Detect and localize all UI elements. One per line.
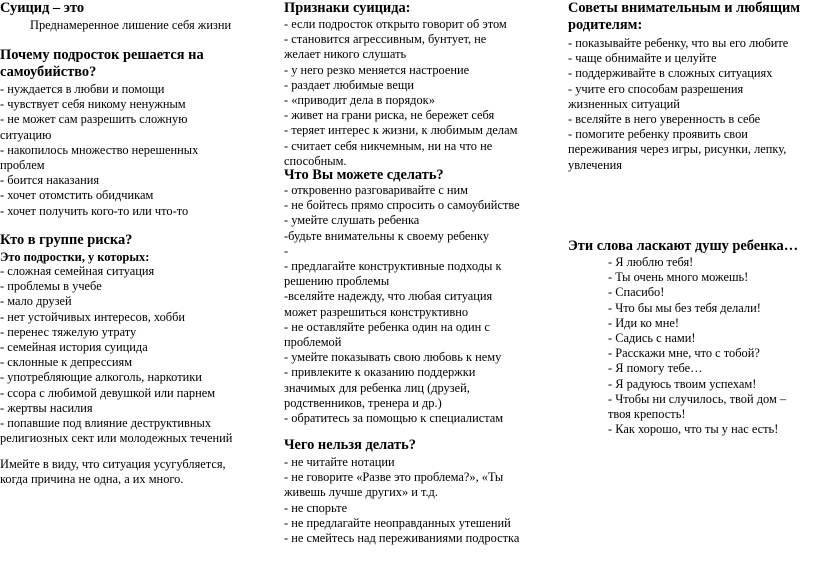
list-item: - попавшие под влияние деструктивных: [0, 416, 212, 431]
list-item: - не оставляйте ребенка один на один с: [284, 319, 490, 334]
list-item: способным.: [284, 153, 347, 168]
list-item: - ссора с любимой девушкой или парнем: [0, 385, 216, 400]
list-item: - обратитесь за помощью к специалистам: [284, 411, 504, 426]
list-item: - употребляющие алкоголь, наркотики: [0, 370, 202, 385]
list-item: - мало друзей: [0, 294, 72, 309]
list-item: - не спорьте: [284, 500, 348, 515]
list-item: - хочет отомстить обидчикам: [0, 188, 154, 203]
list-item: ситуацию: [0, 127, 52, 142]
list-item: - считает себя никчемным, ни на что не: [284, 138, 493, 153]
list-item: - теряет интерес к жизни, к любимым делам: [284, 123, 518, 138]
list-item: - сложная семейная ситуация: [0, 264, 155, 278]
list-item: - Спасибо!: [608, 285, 665, 300]
list-item: - жертвы насилия: [0, 400, 93, 415]
risk-list: [0, 264, 232, 446]
list-item: - Я помогу тебе…: [608, 361, 703, 376]
list-item: - умейте слушать ребенка: [284, 213, 420, 228]
list-item: увлечения: [568, 157, 622, 172]
list-item: желает никого слушать: [284, 47, 407, 62]
list-item: - склонные к депрессиям: [0, 355, 133, 370]
list-item: - Как хорошо, что ты у нас есть!: [608, 422, 779, 437]
list-item: проблемой: [284, 335, 342, 350]
list-item: - раздает любимые вещи: [284, 77, 414, 92]
list-item: - семейная история суицида: [0, 340, 148, 355]
list-item: твоя крепость!: [608, 407, 686, 422]
list-item: - предлагайте конструктивные подходы к: [284, 259, 502, 274]
list-item: - откровенно разговаривайте с ним: [284, 183, 469, 197]
list-item: - чаще обнимайте и целуйте: [568, 51, 717, 66]
list-item: - нуждается в любви и помощи: [0, 82, 165, 96]
list-item: - перенес тяжелую утрату: [0, 324, 137, 339]
list-item: жизненных ситуаций: [568, 96, 680, 111]
list-item: может разрешиться конструктивно: [284, 304, 469, 319]
list-item: - не предлагайте неоправданных утешений: [284, 515, 511, 530]
tips-list: [568, 36, 788, 173]
list-item: -вселяйте надежду, что любая ситуация: [284, 289, 493, 304]
dont-heading: Чего нельзя делать?: [284, 437, 416, 453]
list-item: - накопилось множество нерешенных: [0, 142, 199, 157]
list-item: - Чтобы ни случилось, твой дом –: [608, 391, 787, 406]
list-item: - показывайте ребенку, что вы его любите: [568, 36, 789, 50]
dont-list: [284, 455, 519, 546]
list-item: - живет на грани риска, не бережет себя: [284, 108, 495, 123]
suicide-title: Суицид – это: [0, 0, 85, 16]
list-item: - Я люблю тебя!: [608, 255, 694, 269]
list-item: - нет устойчивых интересов, хобби: [0, 309, 186, 324]
list-item: живешь лучше других» и т.д.: [284, 485, 438, 500]
list-item: - проблемы в учебе: [0, 279, 102, 294]
list-item: - вселяйте в него уверенность в себе: [568, 112, 761, 127]
do-list: [284, 183, 520, 426]
list-item: - если подросток открыто говорит об этом: [284, 17, 507, 31]
list-item: - чувствует себя никому ненужным: [0, 97, 186, 112]
list-item: - умейте показывать свою любовь к нему: [284, 350, 502, 365]
risk-heading: Кто в группе риска?: [0, 232, 133, 248]
list-item: переживания через игры, рисунки, лепку,: [568, 142, 787, 157]
list-item: -: [284, 243, 289, 258]
list-item: - Ты очень много можешь!: [608, 270, 749, 285]
list-item: - не бойтесь прямо спросить о самоубийстве: [284, 198, 520, 213]
signs-list: [284, 17, 517, 169]
list-item: - хочет получить кого-то или что-то: [0, 203, 189, 218]
signs-heading: Признаки суицида:: [284, 0, 411, 16]
list-item: - боится наказания: [0, 173, 100, 188]
list-item: - Я радуюсь твоим успехам!: [608, 376, 757, 391]
list-item: решению проблемы: [284, 274, 390, 289]
list-item: проблем: [0, 158, 45, 173]
risk-subheading: Это подростки, у которых:: [0, 250, 150, 264]
suicide-definition: Преднамеренное лишение себя жизни: [30, 18, 232, 32]
list-item: - не смейтесь над переживаниями подростка: [284, 531, 520, 546]
list-item: родственников, тренера и др.): [284, 395, 442, 410]
list-item: - поддерживайте в сложных ситуациях: [568, 66, 773, 81]
list-item: - привлеките к оказанию поддержки: [284, 365, 476, 380]
tips-heading: Советы внимательным и любящим родителям:: [568, 0, 801, 34]
list-item: значимых для ребенка лиц (друзей,: [284, 380, 470, 395]
list-item: - у него резко меняется настроение: [284, 62, 470, 77]
list-item: - Что бы мы без тебя делали!: [608, 300, 761, 315]
list-item: - Расскажи мне, что с тобой?: [608, 346, 760, 361]
list-item: - помогите ребенку проявить свои: [568, 127, 748, 142]
list-item: - Садись с нами!: [608, 331, 696, 346]
list-item: - не читайте нотации: [284, 455, 395, 469]
list-item: -будьте внимательны к своему ребенку: [284, 228, 490, 243]
words-heading: Эти слова ласкают душу ребенка…: [568, 238, 799, 254]
list-item: - Иди ко мне!: [608, 315, 679, 330]
do-heading: Что Вы можете сделать?: [284, 167, 444, 183]
note-paragraph: Имейте в виду, что ситуация усугубляется, когда причина не одна, а их много.: [0, 457, 226, 487]
list-item: - «приводит дела в порядок»: [284, 93, 435, 108]
list-item: - учите его способам разрешения: [568, 81, 744, 96]
list-item: религиозных сект или молодежных течений: [0, 431, 233, 446]
list-item: - не говорите «Разве это проблема?», «Ты: [284, 470, 504, 485]
list-item: - не может сам разрешить сложную: [0, 112, 188, 127]
words-list: [568, 255, 786, 437]
why-list: [0, 82, 198, 219]
why-heading: Почему подросток решается на самоубийство?: [0, 47, 204, 81]
list-item: - становится агрессивным, бунтует, не: [284, 32, 487, 47]
